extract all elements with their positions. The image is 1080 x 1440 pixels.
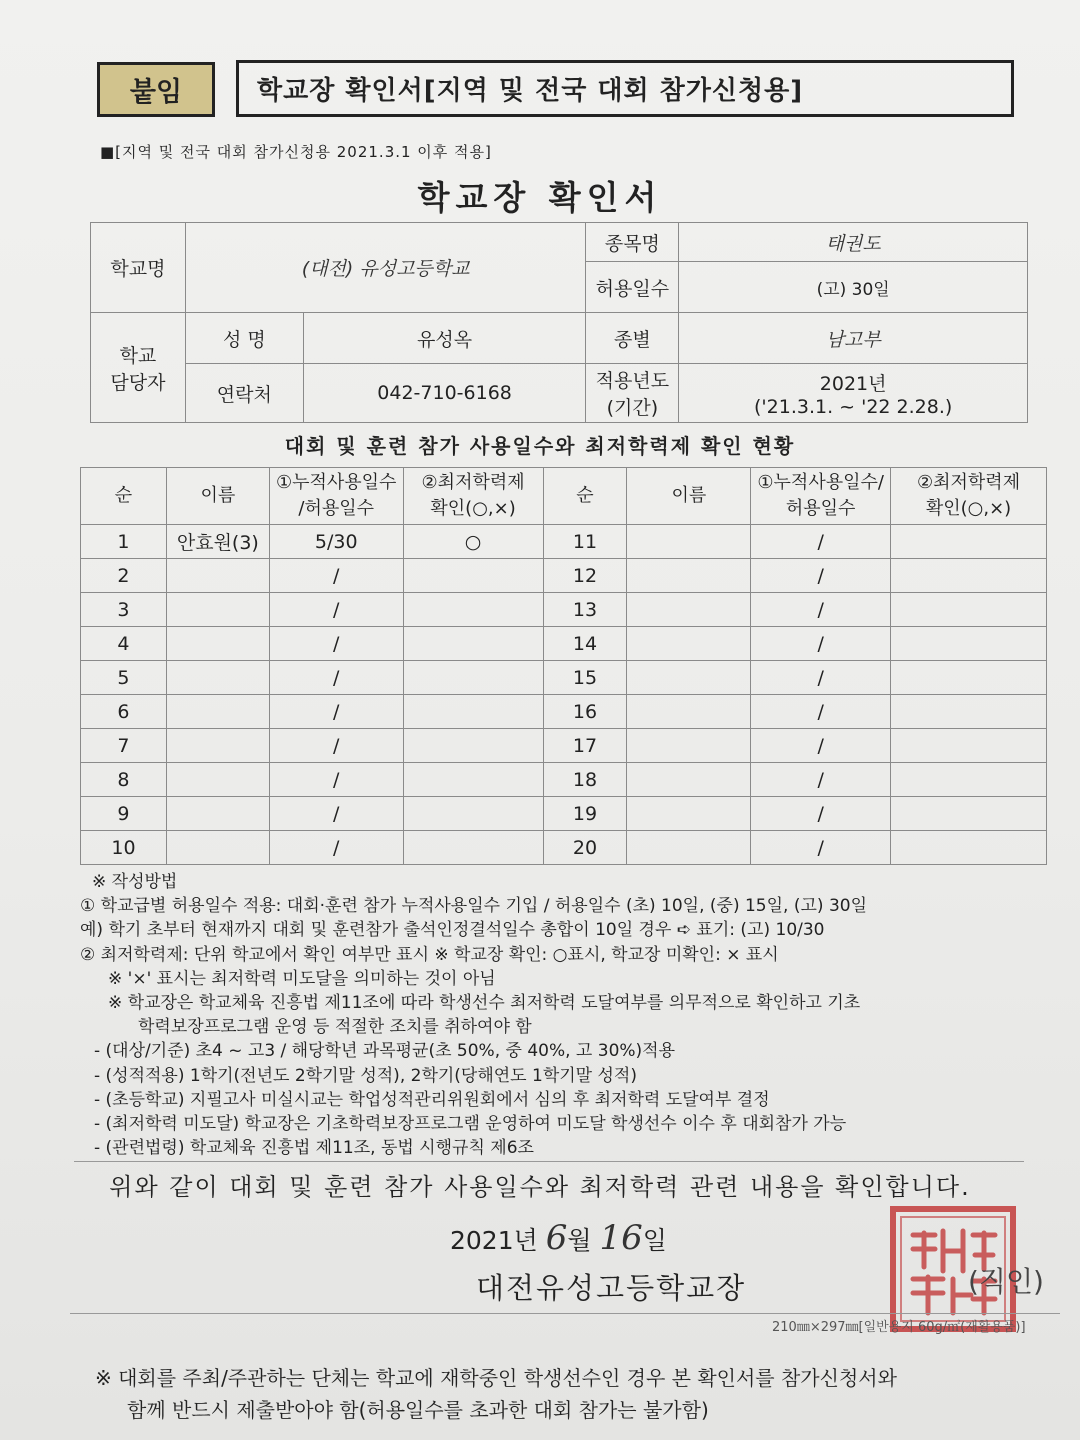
- row-seq: 5: [81, 661, 167, 695]
- row-name-right: [627, 763, 751, 797]
- row-check-right: [891, 831, 1047, 865]
- school-name-value: (대전) 유성고등학교: [185, 223, 586, 313]
- row-name-right: [627, 593, 751, 627]
- row-seq-right: 11: [543, 525, 627, 559]
- status-table: [80, 467, 1047, 865]
- row-days: 5/30: [269, 525, 403, 559]
- row-days-right: /: [751, 559, 891, 593]
- row-name: 안효원(3): [166, 525, 269, 559]
- row-seq-right: 19: [543, 797, 627, 831]
- row-seq-right: 16: [543, 695, 627, 729]
- header-name: 이름: [166, 468, 269, 525]
- row-check: [403, 763, 543, 797]
- row-check: [403, 695, 543, 729]
- row-seq: 7: [81, 729, 167, 763]
- row-check: [403, 797, 543, 831]
- footer-line: ※ 대회를 주최/주관하는 단체는 학교에 재학중인 학생선수인 경우 본 확인서를 참가신청서와: [95, 1366, 897, 1390]
- school-info-table: [90, 222, 1028, 423]
- note-line: - (관련법령) 학교체육 진흥법 제11조, 동법 시행규칙 제6조: [94, 1138, 534, 1159]
- header-days-right-line2: 허용일수: [785, 498, 856, 519]
- row-name: [166, 695, 269, 729]
- row-seq: 2: [81, 559, 167, 593]
- note-line: - (대상/기준) 초4 ~ 고3 / 해당학년 과목평균(초 50%, 중 40%, 고 30%)적용: [94, 1041, 676, 1062]
- row-seq: 1: [81, 525, 167, 559]
- row-name-right: [627, 627, 751, 661]
- contact-value: 042-710-6168: [303, 364, 586, 423]
- row-days-right: /: [751, 661, 891, 695]
- year-label-line2: (기간): [606, 397, 659, 419]
- row-name: [166, 797, 269, 831]
- row-check-right: [891, 559, 1047, 593]
- row-check-right: [891, 695, 1047, 729]
- row-days: /: [269, 661, 403, 695]
- row-check-right: [891, 627, 1047, 661]
- note-line: - (성적적용) 1학기(전년도 2학기말 성적), 2학기(당해연도 1학기말 성적): [94, 1065, 637, 1086]
- row-seq: 8: [81, 763, 167, 797]
- table-row: [81, 661, 1047, 695]
- row-days: /: [269, 695, 403, 729]
- date-year: 2021년: [450, 1226, 538, 1255]
- header-days: [269, 468, 403, 525]
- allowed-days-value: (고) 30일: [679, 262, 1028, 313]
- date-month-unit: 월: [567, 1226, 592, 1255]
- row-seq-right: 14: [543, 627, 627, 661]
- category-value: 남고부: [679, 313, 1028, 364]
- row-seq-right: 18: [543, 763, 627, 797]
- row-days-right: /: [751, 627, 891, 661]
- confirmation-statement: 위와 같이 대회 및 훈련 참가 사용일수와 최저학력 관련 내용을 확인합니다.: [109, 1173, 971, 1201]
- sport-value: 태권도: [679, 223, 1028, 262]
- divider: [70, 1313, 1060, 1314]
- row-name-right: [627, 695, 751, 729]
- row-check-right: [891, 797, 1047, 831]
- row-days: /: [269, 729, 403, 763]
- divider: [74, 1161, 1024, 1162]
- header-check-right-line2: 확인(○,×): [925, 498, 1012, 519]
- name-label: 성 명: [185, 313, 303, 364]
- row-days: /: [269, 593, 403, 627]
- row-check: [403, 593, 543, 627]
- row-seq-right: 12: [543, 559, 627, 593]
- row-check-right: [891, 661, 1047, 695]
- row-seq-right: 20: [543, 831, 627, 865]
- row-seq-right: 17: [543, 729, 627, 763]
- manager-label: [91, 313, 186, 423]
- status-table-title: 대회 및 훈련 참가 사용일수와 최저학력제 확인 현황: [284, 434, 796, 458]
- header-check-right: [891, 468, 1047, 525]
- row-check-right: [891, 525, 1047, 559]
- attachment-badge: 붙임: [97, 62, 215, 117]
- row-days-right: /: [751, 525, 891, 559]
- allowed-days-label: 허용일수: [586, 262, 679, 313]
- row-name-right: [627, 797, 751, 831]
- header-days-right: [751, 468, 891, 525]
- row-name: [166, 729, 269, 763]
- row-seq: 10: [81, 831, 167, 865]
- row-name: [166, 763, 269, 797]
- row-check: [403, 831, 543, 865]
- table-row: [81, 729, 1047, 763]
- row-name-right: [627, 831, 751, 865]
- row-check: [403, 661, 543, 695]
- contact-label: 연락처: [185, 364, 303, 423]
- row-check-right: [891, 729, 1047, 763]
- row-days-right: /: [751, 797, 891, 831]
- header-seq: 순: [81, 468, 167, 525]
- row-check: [403, 559, 543, 593]
- row-seq: 4: [81, 627, 167, 661]
- header-name-right: 이름: [627, 468, 751, 525]
- row-name: [166, 627, 269, 661]
- header-seq-right: 순: [543, 468, 627, 525]
- table-row: [81, 593, 1047, 627]
- header-days-right-line1: ①누적사용일수/: [757, 472, 884, 493]
- header-check: [403, 468, 543, 525]
- note-line: ① 학교급별 허용일수 적용: 대회·훈련 참가 누적사용일수 기입 / 허용일수 (초) 10일, (중) 15일, (고) 30일: [80, 896, 868, 917]
- table-row: [81, 559, 1047, 593]
- table-row: [81, 525, 1047, 559]
- note-line: - (초등학교) 지필고사 미실시교는 학업성적관리위원회에서 심의 후 최저학력 도달여부 결정: [94, 1089, 770, 1110]
- footer-note: [95, 1362, 1055, 1426]
- row-name: [166, 661, 269, 695]
- paper-size-note: 210㎜×297㎜[일반용지 60g/㎡(재활용품)]: [772, 1320, 1026, 1335]
- row-seq: 9: [81, 797, 167, 831]
- note-line: - (최저학력 미도달) 학교장은 기초학력보장프로그램 운영하여 미도달 학생선수 이수 후 대회참가 가능: [94, 1114, 847, 1135]
- row-days-right: /: [751, 695, 891, 729]
- status-table-header: [81, 468, 1047, 525]
- row-seq: 6: [81, 695, 167, 729]
- row-days: /: [269, 797, 403, 831]
- row-name-right: [627, 559, 751, 593]
- row-check: ○: [403, 525, 543, 559]
- row-days: /: [269, 763, 403, 797]
- school-name-label: 학교명: [91, 223, 186, 313]
- date-month: 6: [545, 1218, 568, 1258]
- principal-title: 대전유성고등학교장: [476, 1271, 747, 1305]
- row-name-right: [627, 729, 751, 763]
- row-name-right: [627, 525, 751, 559]
- row-days: /: [269, 831, 403, 865]
- note-line: ② 최저학력제: 단위 학교에서 확인 여부만 표시 ※ 학교장 확인: ○표시, 학교장 미확인: × 표시: [80, 944, 779, 965]
- document-title: 학교장 확인서: [417, 178, 663, 217]
- row-seq-right: 13: [543, 593, 627, 627]
- row-days: /: [269, 627, 403, 661]
- note-line: ※ '×' 표시는 최저학력 미도달을 의미하는 것이 아님: [108, 968, 496, 989]
- row-days: /: [269, 559, 403, 593]
- year-value-year: 2021년: [819, 372, 887, 395]
- header-days-line2: /허용일수: [298, 498, 375, 519]
- year-label: [586, 364, 679, 423]
- confirmation-date: [450, 1218, 667, 1258]
- table-row: [81, 763, 1047, 797]
- year-label-line1: 적용년도: [595, 370, 670, 392]
- header-check-right-line1: ②최저학력제: [917, 472, 1021, 493]
- row-days-right: /: [751, 763, 891, 797]
- footer-line: 함께 반드시 제출받아야 함(허용일수를 초과한 대회 참가는 불가함): [127, 1398, 709, 1422]
- date-day-unit: 일: [642, 1226, 667, 1255]
- note-line: 예) 학기 초부터 현재까지 대회 및 훈련참가 출석인정결석일수 총합이 10일 경우 ➪ 표기: (고) 10/30: [80, 920, 825, 941]
- manager-label-line2: 담당자: [110, 371, 166, 394]
- table-row: [81, 627, 1047, 661]
- form-subtitle: ■[지역 및 전국 대회 참가신청용 2021.3.1 이후 적용]: [100, 143, 492, 161]
- row-days-right: /: [751, 729, 891, 763]
- stamp-label: (직인): [968, 1265, 1044, 1298]
- row-seq-right: 15: [543, 661, 627, 695]
- manager-label-line1: 학교: [119, 344, 157, 367]
- row-name-right: [627, 661, 751, 695]
- name-value: 유성옥: [303, 313, 586, 364]
- note-line: ※ 학교장은 학교체육 진흥법 제11조에 따라 학생선수 최저학력 도달여부를 의무적으로 확인하고 기초: [108, 993, 861, 1014]
- table-row: [81, 831, 1047, 865]
- row-days-right: /: [751, 593, 891, 627]
- row-name: [166, 559, 269, 593]
- row-seq: 3: [81, 593, 167, 627]
- year-value-period: ('21.3.1. ~ '22 2.28.): [754, 395, 953, 418]
- header-title: 학교장 확인서[지역 및 전국 대회 참가신청용]: [236, 60, 1014, 117]
- instructions: [80, 870, 1060, 1160]
- table-row: [81, 695, 1047, 729]
- row-days-right: /: [751, 831, 891, 865]
- table-row: [81, 797, 1047, 831]
- row-check-right: [891, 593, 1047, 627]
- row-check: [403, 729, 543, 763]
- note-line: 학력보장프로그램 운영 등 적절한 조치를 취하여야 함: [138, 1017, 532, 1038]
- row-name: [166, 831, 269, 865]
- year-value: [679, 364, 1028, 423]
- header-check-line2: 확인(○,×): [430, 498, 516, 519]
- row-check-right: [891, 763, 1047, 797]
- date-day: 16: [599, 1218, 643, 1258]
- sport-label: 종목명: [586, 223, 679, 262]
- header-check-line1: ②최저학력제: [421, 472, 525, 493]
- header-days-line1: ①누적사용일수: [275, 472, 397, 493]
- category-label: 종별: [586, 313, 679, 364]
- note-heading: ※ 작성방법: [92, 872, 178, 892]
- row-name: [166, 593, 269, 627]
- row-check: [403, 627, 543, 661]
